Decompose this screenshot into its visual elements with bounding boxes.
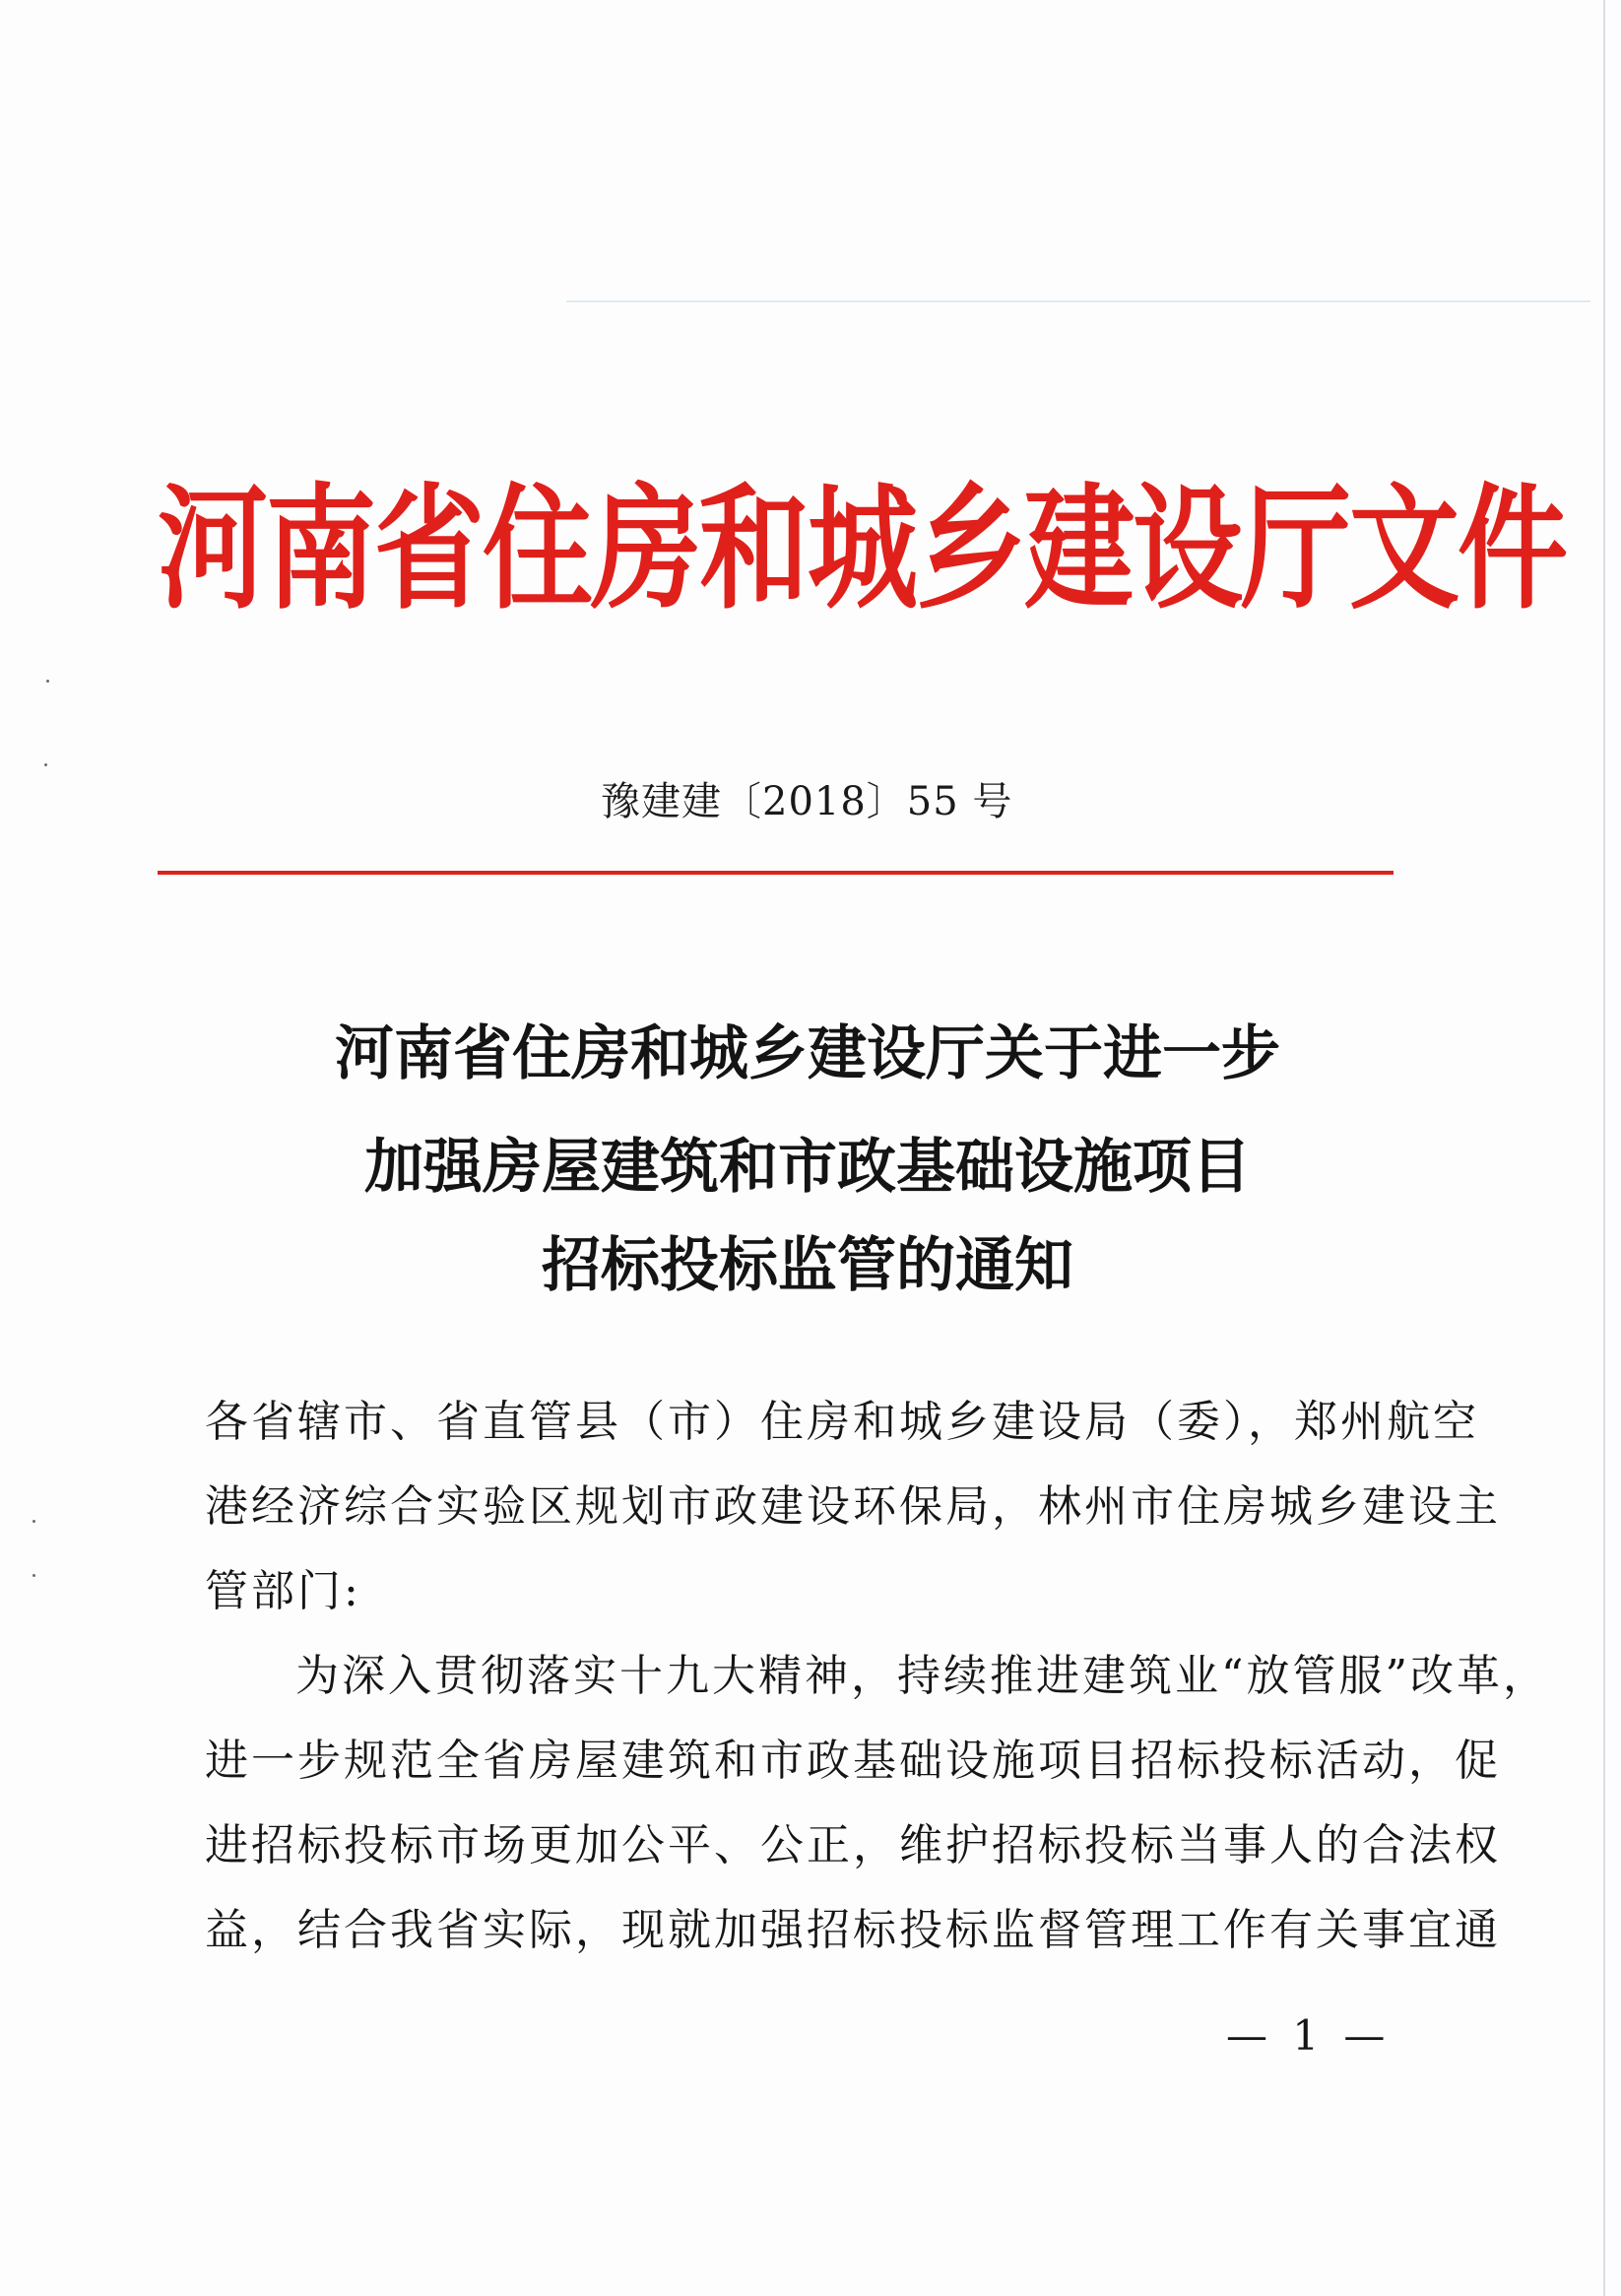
page-number: — 1 —	[1226, 2011, 1392, 2060]
body-text-line: 进招标投标市场更加公平、公正，维护招标投标当事人的合法权	[205, 1820, 1501, 1870]
body-text-line: 管部门:	[205, 1566, 361, 1616]
scan-artifact-line	[566, 300, 1590, 302]
body-text-line: 为深入贯彻落实十九大精神，持续推进建筑业“放管服”改革，	[295, 1651, 1549, 1701]
body-text-line: 港经济综合实验区规划市政建设环保局，林州市住房城乡建设主	[205, 1481, 1501, 1532]
body-text-line: 进一步规范全省房屋建筑和市政基础设施项目招标投标活动，促	[205, 1736, 1501, 1786]
scan-speck	[44, 763, 47, 766]
red-separator-rule	[158, 871, 1394, 875]
body-text-line: 各省辖市、省直管县（市）住房和城乡建设局（委），郑州航空	[205, 1397, 1479, 1447]
notice-title-line-2: 加强房屋建筑和市政基础设施项目	[364, 1133, 1251, 1202]
scan-edge	[1603, 0, 1605, 2296]
notice-title-line-3: 招标投标监管的通知	[542, 1231, 1073, 1300]
body-text-line: 益，结合我省实际，现就加强招标投标监督管理工作有关事宜通	[205, 1905, 1501, 1955]
document-number: 豫建建〔2018〕55 号	[601, 779, 1013, 824]
notice-title-line-1: 河南省住房和城乡建设厅关于进一步	[335, 1019, 1280, 1088]
issuing-authority-header: 河南省住房和城乡建设厅文件	[158, 470, 1566, 628]
scan-speck	[32, 1520, 35, 1523]
scan-speck	[46, 680, 49, 683]
scan-speck	[32, 1574, 35, 1577]
